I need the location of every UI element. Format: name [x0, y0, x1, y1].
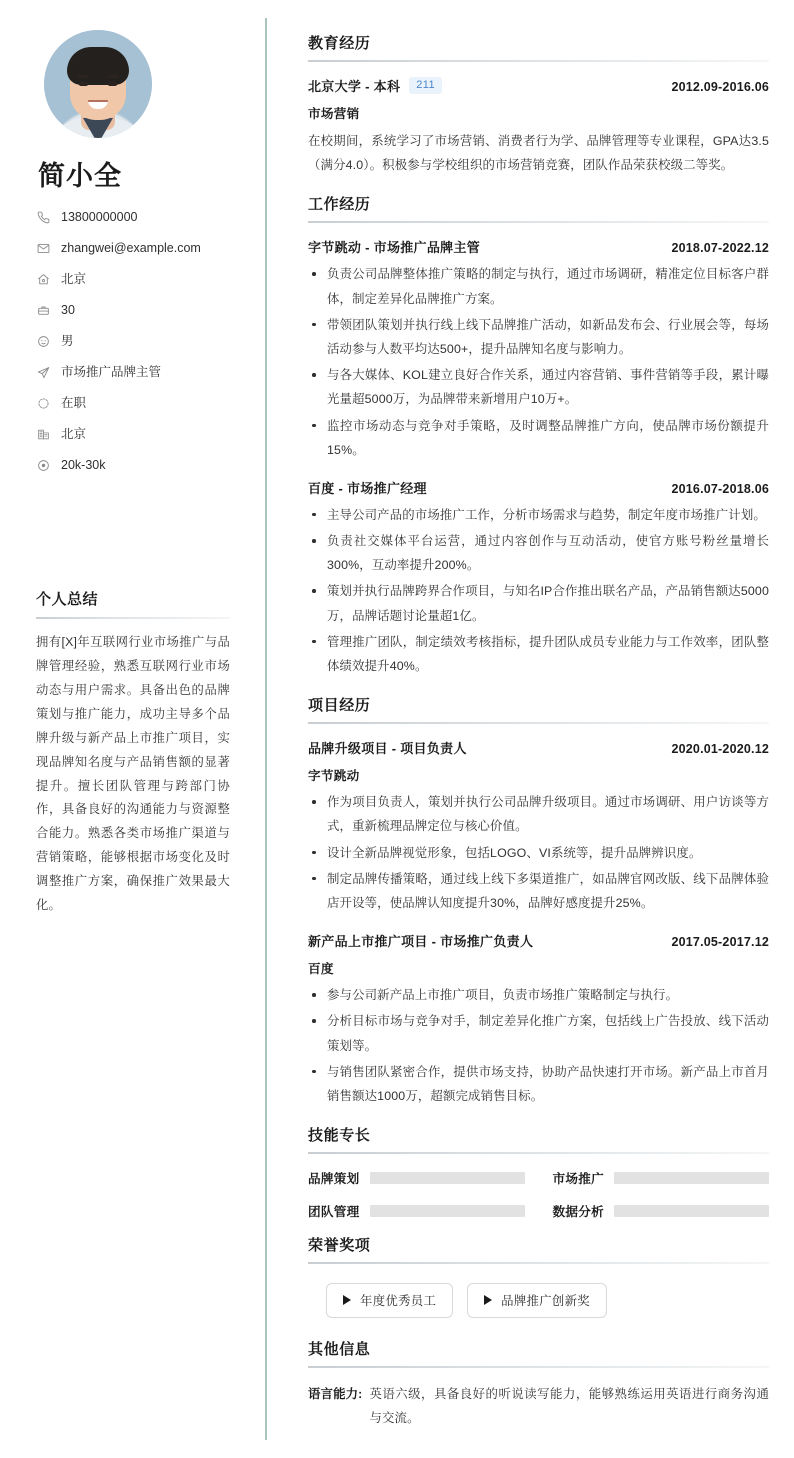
education-entry	[308, 76, 769, 177]
work-date: 2018.07-2022.12	[671, 241, 769, 256]
contact-item-hometown	[36, 270, 230, 290]
work-date: 2016.07-2018.06	[671, 481, 769, 496]
contact-value: 市场推广品牌主管	[61, 365, 162, 380]
envelope-icon	[36, 242, 50, 256]
work-header: 百度 - 市场推广经理	[308, 480, 427, 496]
project-entry	[308, 738, 769, 915]
contact-value: 北京	[61, 427, 87, 442]
play-triangle-icon	[484, 1295, 492, 1305]
skill-row	[308, 1201, 525, 1220]
projects-divider	[308, 722, 769, 724]
education-date: 2012.09-2016.06	[671, 80, 769, 94]
list-item: 与各大媒体、KOL建立良好合作关系，通过内容营销、事件营销等手段，累计曝光量超5000万，为品牌带来新增用户10万+。	[308, 363, 769, 411]
honors-section	[308, 1234, 769, 1324]
main-content	[266, 0, 794, 1458]
projects-title: 项目经历	[308, 697, 371, 715]
person-name: 简小全	[38, 161, 122, 191]
project-entry-head	[308, 931, 769, 950]
list-item: 带领团队策划并执行线上线下品牌推广活动，如新品发布会、行业展会等，每场活动参与人数平均达500+，提升品牌知名度与影响力。	[308, 313, 769, 361]
work-entry	[308, 237, 769, 462]
list-item: 负责社交媒体平台运营，通过内容创作与互动活动，使官方账号粉丝量增长300%，互动率提升200%。	[308, 529, 769, 577]
skills-divider	[308, 1152, 769, 1154]
contact-item-salary	[36, 456, 230, 476]
other-info-section	[308, 1338, 769, 1430]
education-entry-head	[308, 76, 769, 95]
home-icon	[36, 273, 50, 287]
contact-item-status	[36, 394, 230, 414]
list-item: 策划并执行品牌跨界合作项目，与知名IP合作推出联名产品，产品销售额达5000万，品牌话题讨论量超1亿。	[308, 579, 769, 627]
avatar	[44, 30, 152, 138]
honors-title: 荣誉奖项	[308, 1237, 371, 1255]
summary-title: 个人总结	[36, 590, 99, 608]
id-card-icon	[36, 304, 50, 318]
work-section	[308, 193, 769, 678]
status-badge: 211	[409, 77, 442, 94]
contact-value: 北京	[61, 272, 87, 287]
contact-item-position	[36, 363, 230, 383]
gender-icon	[36, 335, 50, 349]
contact-value: 男	[61, 334, 74, 349]
contact-item-age	[36, 301, 230, 321]
honor-label: 品牌推广创新奖	[501, 1294, 590, 1309]
education-desc: 在校期间，系统学习了市场营销、消费者行为学、品牌管理等专业课程，GPA达3.5（满分4.0）。积极参与学校组织的市场营销竞赛，团队作品荣获校级二等奖。	[308, 134, 769, 173]
honors-divider	[308, 1262, 769, 1264]
column-divider	[265, 18, 267, 1440]
list-item: 主导公司产品的市场推广工作，分析市场需求与趋势，制定年度市场推广计划。	[308, 503, 769, 527]
contact-item-city	[36, 425, 230, 445]
work-entry-head	[308, 237, 769, 256]
project-entry-head	[308, 738, 769, 757]
project-entry	[308, 931, 769, 1108]
skill-row	[553, 1201, 770, 1220]
education-title: 教育经历	[308, 35, 371, 52]
skill-row	[308, 1168, 525, 1187]
project-header: 品牌升级项目 - 项目负责人	[308, 741, 467, 757]
skills-grid	[308, 1168, 769, 1220]
summary-text: 拥有[X]年互联网行业市场推广与品牌管理经验，熟悉互联网行业市场动态与用户需求。具备出色的品牌策划与推广能力，成功主导多个品牌升级与新产品上市推广项目，实现品牌知名度与产品销售额的显著提升。擅长团队管理与跨部门协作，具备良好的沟通能力与资源整合能力。熟悉各类市场推广渠道与营销策略，能够根据市场变化及时调整推广方案，确保推广效果最大化。	[36, 634, 230, 913]
contact-list	[36, 208, 230, 476]
paper-plane-icon	[36, 366, 50, 380]
education-school-line	[308, 76, 442, 95]
skills-section	[308, 1124, 769, 1220]
contact-item-gender	[36, 332, 230, 352]
project-company: 字节跳动	[308, 769, 360, 784]
contact-value: 在职	[61, 396, 87, 411]
refresh-icon	[36, 397, 50, 411]
projects-section	[308, 694, 769, 1108]
work-entry	[308, 478, 769, 678]
list-item: 负责公司品牌整体推广策略的制定与执行，通过市场调研，精准定位目标客户群体，制定差异化品牌推广方案。	[308, 262, 769, 310]
other-info-title: 其他信息	[308, 1341, 371, 1359]
skill-label: 数据分析	[552, 1205, 605, 1220]
work-entry-head	[308, 478, 769, 497]
list-item: 分析目标市场与竞争对手，制定差异化推广方案，包括线上广告投放、线下活动策划等。	[308, 1009, 769, 1057]
sidebar	[0, 0, 266, 1458]
list-item: 参与公司新产品上市推广项目，负责市场推广策略制定与执行。	[308, 983, 769, 1007]
avatar-photo	[44, 30, 152, 138]
other-info-divider	[308, 1366, 769, 1368]
building-icon	[36, 428, 50, 442]
work-header: 字节跳动 - 市场推广品牌主管	[308, 240, 481, 256]
list-item: 设计全新品牌视觉形象，包括LOGO、VI系统等，提升品牌辨识度。	[308, 841, 769, 865]
education-school: 北京大学 - 本科	[308, 79, 401, 94]
list-item: 监控市场动态与竞争对手策略，及时调整品牌推广方向，使品牌市场份额提升15%。	[308, 414, 769, 462]
education-divider	[308, 60, 769, 62]
project-header: 新产品上市推广项目 - 市场推广负责人	[308, 934, 534, 950]
project-date: 2017.05-2017.12	[671, 935, 769, 950]
project-date: 2020.01-2020.12	[671, 742, 769, 757]
project-company: 百度	[308, 962, 334, 977]
other-info-row	[308, 1382, 769, 1430]
skill-track	[370, 1172, 525, 1184]
list-item: 作为项目负责人，策划并执行公司品牌升级项目。通过市场调研、用户访谈等方式，重新梳理品牌定位与核心价值。	[308, 790, 769, 838]
honor-badge[interactable]	[467, 1283, 607, 1318]
work-bullets	[308, 503, 769, 678]
phone-icon	[36, 211, 50, 225]
work-divider	[308, 221, 769, 223]
other-info-label: 语言能力:	[308, 1387, 363, 1402]
education-section	[308, 32, 769, 177]
contact-item-phone	[36, 208, 230, 228]
honors-list	[308, 1278, 769, 1324]
skill-track	[370, 1205, 525, 1217]
contact-value: 30	[61, 303, 75, 318]
work-title: 工作经历	[308, 196, 371, 214]
other-info-value: 英语六级，具备良好的听说读写能力，能够熟练运用英语进行商务沟通与交流。	[369, 1387, 769, 1426]
skill-row	[553, 1168, 770, 1187]
honor-badge[interactable]	[326, 1283, 453, 1318]
education-major: 市场营销	[308, 107, 360, 121]
project-bullets	[308, 983, 769, 1108]
contact-value: 20k-30k	[61, 458, 106, 473]
list-item: 与销售团队紧密合作，提供市场支持，协助产品快速打开市场。新产品上市首月销售额达1000万，超额完成销售目标。	[308, 1060, 769, 1108]
work-bullets	[308, 262, 769, 462]
skills-title: 技能专长	[308, 1127, 371, 1145]
project-bullets	[308, 790, 769, 915]
honor-label: 年度优秀员工	[360, 1294, 437, 1309]
skill-track	[614, 1172, 769, 1184]
skill-label: 团队管理	[308, 1205, 360, 1220]
list-item: 制定品牌传播策略，通过线上线下多渠道推广，如品牌官网改版、线下品牌体验店开设等，使品牌认知度提升30%，品牌好感度提升25%。	[308, 867, 769, 915]
contact-value: zhangwei@example.com	[61, 241, 201, 256]
play-triangle-icon	[343, 1295, 351, 1305]
list-item: 管理推广团队，制定绩效考核指标，提升团队成员专业能力与工作效率，团队整体绩效提升40%。	[308, 630, 769, 678]
skill-label: 市场推广	[552, 1172, 605, 1187]
contact-item-email	[36, 239, 230, 259]
contact-value: 13800000000	[61, 210, 138, 225]
summary-section	[36, 588, 230, 919]
skill-label: 品牌策划	[308, 1172, 360, 1187]
skill-track	[614, 1205, 769, 1217]
coin-icon	[36, 459, 50, 473]
summary-divider	[36, 617, 230, 619]
